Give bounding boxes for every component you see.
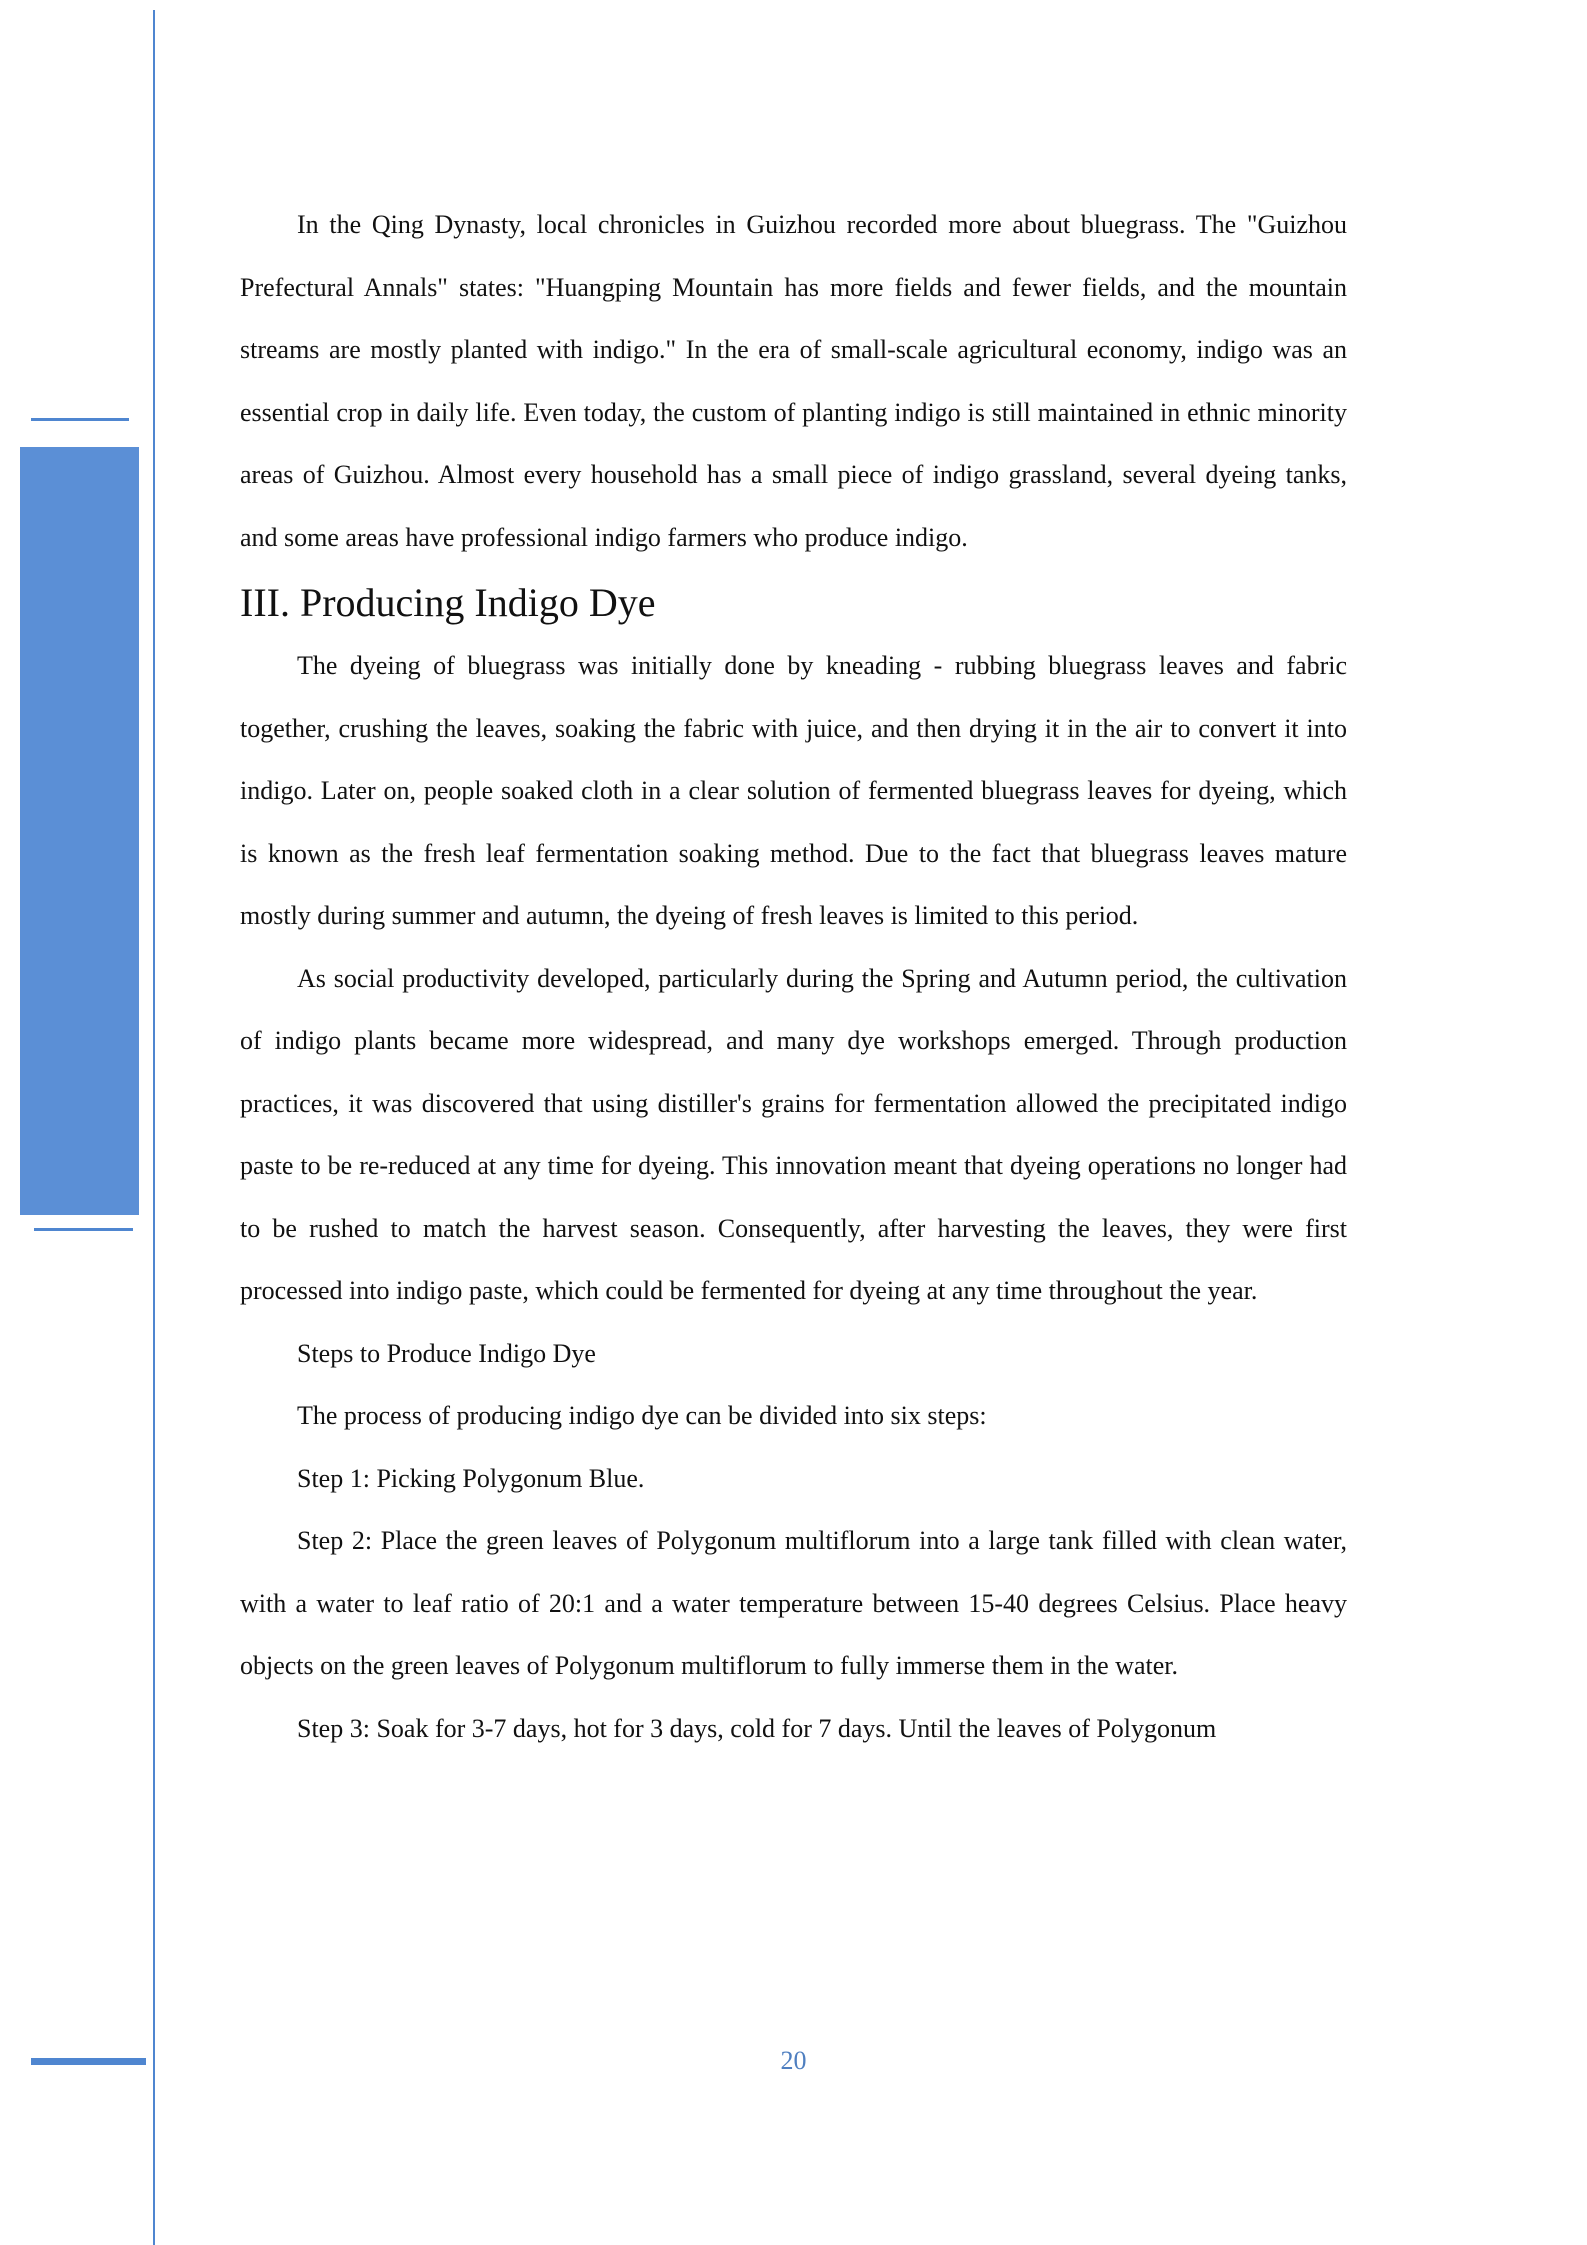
top-margin-rule	[31, 418, 129, 421]
page-number: 20	[780, 2046, 807, 2075]
paragraph-steps-title: Steps to Produce Indigo Dye	[297, 1338, 596, 1368]
paragraph-social-productivity: As social productivity developed, particularly during the Spring and Autumn period, the cultivation of indigo plants became more widespread, and many dye workshops emerged. Through production practices, it was discovered that using distiller's grains for fermentation allowed the precipitated indigo paste to be re-reduced at any time for dyeing. This innovation meant that dyeing operations no longer had to be rushed to match the harvest season. Consequently, after harvesting the leaves, they were first processed into indigo paste, which could be fermented for dyeing at any time throughout the year.	[240, 963, 1347, 1305]
vertical-margin-rule	[153, 10, 155, 2245]
paragraph-process-intro: The process of producing indigo dye can be divided into six steps:	[297, 1401, 987, 1430]
middle-margin-rule	[34, 1228, 133, 1231]
paragraph-step-2: Step 2: Place the green leaves of Polygonum multiflorum into a large tank filled with clean water, with a water to leaf ratio of 20:1 and a water temperature between 15-40 degrees Celsius. Place heavy objects on the green leaves of Polygonum multiflorum to fully immerse them in the water.	[240, 1526, 1347, 1680]
paragraph-qing-dynasty: In the Qing Dynasty, local chronicles in Guizhou recorded more about bluegrass. The "Guizhou Prefectural Annals" states: "Huangping Mountain has more fields and fewer fields, and the mountain streams are mostly planted with indigo." In the era of small-scale agricultural economy, indigo was an essential crop in daily life. Even today, the custom of planting indigo is still maintained in ethnic minority areas of Guizhou. Almost every household has a small piece of indigo grassland, several dyeing tanks, and some areas have professional indigo farmers who produce indigo.	[240, 210, 1347, 552]
paragraph-bluegrass-dyeing: The dyeing of bluegrass was initially done by kneading - rubbing bluegrass leaves and fabric together, crushing the leaves, soaking the fabric with juice, and then drying it in the air to convert it into indigo. Later on, people soaked cloth in a clear solution of fermented bluegrass leaves for dyeing, which is known as the fresh leaf fermentation soaking method. Due to the fact that bluegrass leaves mature mostly during summer and autumn, the dyeing of fresh leaves is limited to this period.	[240, 651, 1347, 930]
paragraph-step-3: Step 3: Soak for 3-7 days, hot for 3 days, cold for 7 days. Until the leaves of Polygonum	[297, 1713, 1217, 1743]
side-color-block	[20, 447, 139, 1215]
page-body	[240, 194, 1347, 1760]
paragraph-step-1: Step 1: Picking Polygonum Blue.	[297, 1463, 645, 1493]
section-heading: III. Producing Indigo Dye	[240, 580, 656, 625]
